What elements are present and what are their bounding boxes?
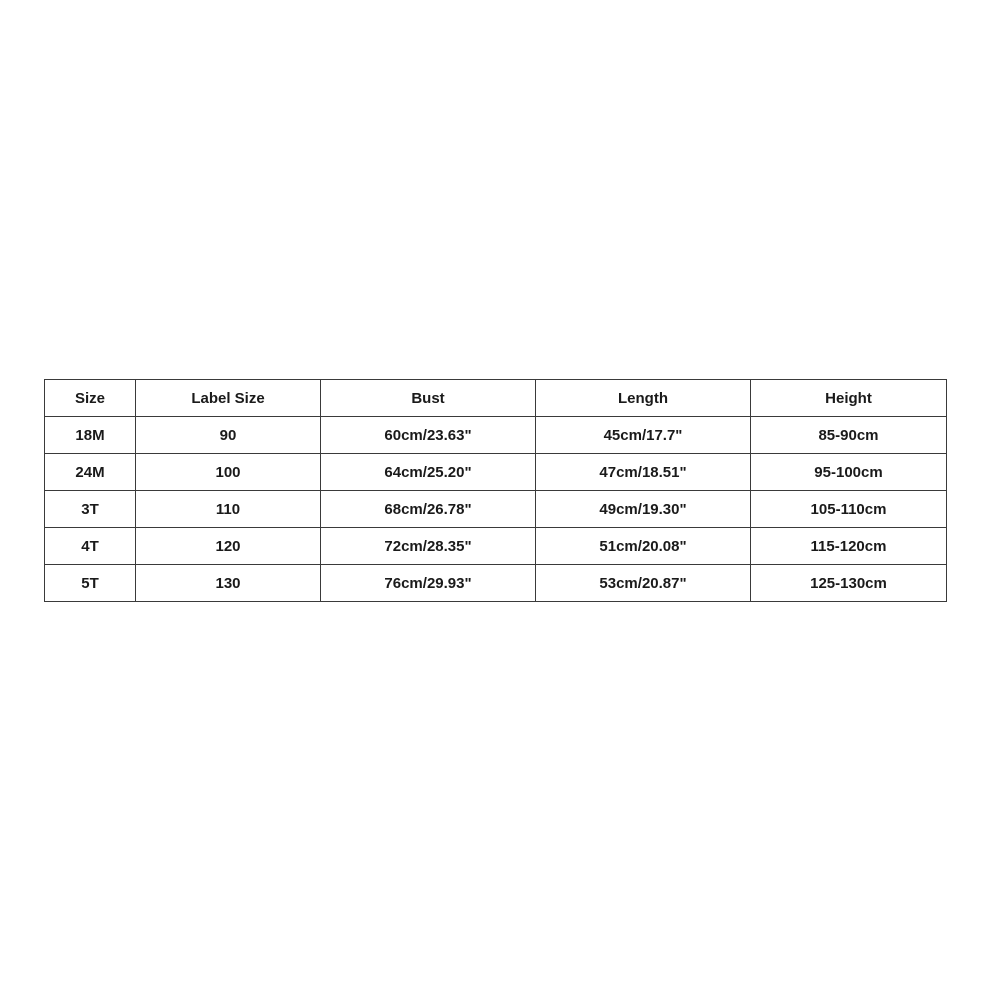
table-row [45,454,947,491]
cell-bust: 72cm/28.35" [321,528,536,565]
cell-length: 49cm/19.30" [536,491,751,528]
cell-height: 115-120cm [751,528,947,565]
cell-size: 5T [45,565,136,602]
size-chart-table [44,379,947,602]
table-row [45,565,947,602]
table-row [45,417,947,454]
cell-bust: 60cm/23.63" [321,417,536,454]
header-bust: Bust [321,380,536,417]
table-row [45,491,947,528]
cell-length: 47cm/18.51" [536,454,751,491]
table-header-row [45,380,947,417]
cell-size: 18M [45,417,136,454]
cell-label-size: 90 [136,417,321,454]
cell-bust: 64cm/25.20" [321,454,536,491]
cell-height: 125-130cm [751,565,947,602]
cell-bust: 68cm/26.78" [321,491,536,528]
cell-label-size: 130 [136,565,321,602]
cell-height: 95-100cm [751,454,947,491]
header-label-size: Label Size [136,380,321,417]
cell-length: 51cm/20.08" [536,528,751,565]
header-length: Length [536,380,751,417]
cell-size: 24M [45,454,136,491]
cell-label-size: 110 [136,491,321,528]
cell-height: 85-90cm [751,417,947,454]
cell-bust: 76cm/29.93" [321,565,536,602]
cell-length: 53cm/20.87" [536,565,751,602]
cell-size: 4T [45,528,136,565]
header-size: Size [45,380,136,417]
cell-label-size: 100 [136,454,321,491]
cell-label-size: 120 [136,528,321,565]
cell-length: 45cm/17.7" [536,417,751,454]
header-height: Height [751,380,947,417]
table-row [45,528,947,565]
cell-height: 105-110cm [751,491,947,528]
cell-size: 3T [45,491,136,528]
